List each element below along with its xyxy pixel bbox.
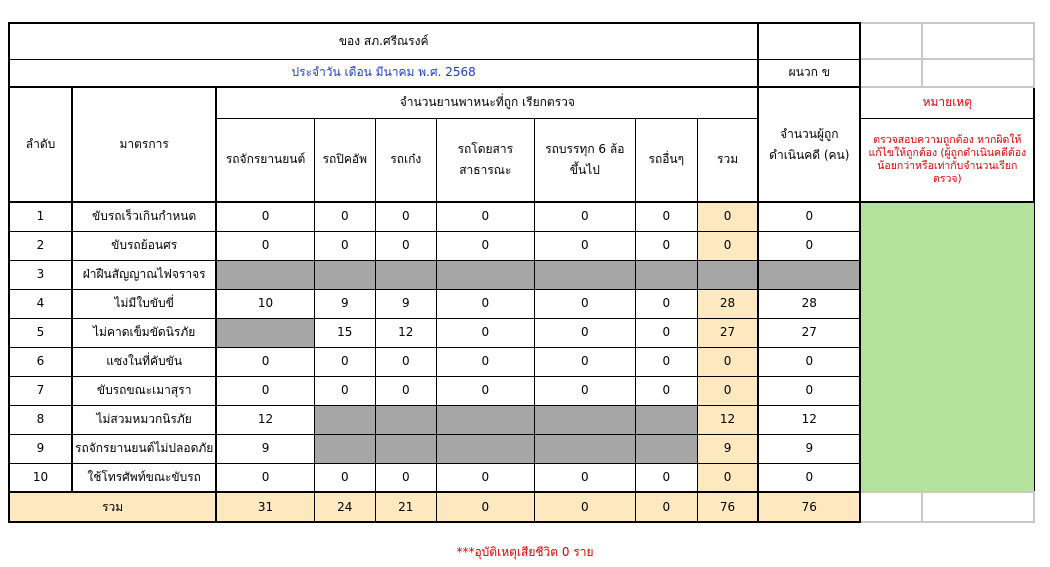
- cell-prosecuted[interactable]: 0: [758, 347, 860, 376]
- cell-truck[interactable]: 0: [534, 231, 635, 260]
- cell-disabled: [436, 405, 534, 434]
- cell-disabled: [635, 405, 697, 434]
- cell-other[interactable]: 0: [635, 231, 697, 260]
- note-line1: ตรวจสอบความถูกต้อง หากผิดให้: [873, 133, 1022, 146]
- cell-truck[interactable]: 0: [534, 463, 635, 492]
- cell-pickup[interactable]: 0: [314, 376, 375, 405]
- report-table: [8, 22, 1035, 523]
- cell-sedan[interactable]: 0: [375, 347, 436, 376]
- header-motorcycle: รถจักรยานยนต์: [216, 118, 314, 202]
- cell-bus[interactable]: 0: [436, 289, 534, 318]
- cell-total: 12: [697, 405, 758, 434]
- cell-motorcycle[interactable]: 0: [216, 347, 314, 376]
- cell-motorcycle[interactable]: 9: [216, 434, 314, 463]
- cell-pickup[interactable]: 15: [314, 318, 375, 347]
- row-number: 2: [9, 231, 72, 260]
- unit-label: ผนวก ข: [758, 59, 860, 87]
- header-prosecuted-line2: ดำเนินคดี (คน): [769, 147, 850, 162]
- sheet-subtitle: ประจำวัน เดือน มีนาคม พ.ศ. 2568: [9, 59, 758, 87]
- cell-prosecuted[interactable]: 0: [758, 463, 860, 492]
- cell-disabled: [216, 260, 314, 289]
- cell-total: 0: [697, 347, 758, 376]
- cell-total: 27: [697, 318, 758, 347]
- cell-disabled: [697, 260, 758, 289]
- total-truck: 0: [534, 492, 635, 522]
- cell-prosecuted[interactable]: 27: [758, 318, 860, 347]
- total-motorcycle: 31: [216, 492, 314, 522]
- cell-disabled: [436, 434, 534, 463]
- cell-pickup[interactable]: 0: [314, 463, 375, 492]
- cell-motorcycle[interactable]: 10: [216, 289, 314, 318]
- header-bus-line1: รถโดยสาร: [457, 141, 514, 156]
- cell-prosecuted[interactable]: 28: [758, 289, 860, 318]
- cell-bus[interactable]: 0: [436, 231, 534, 260]
- grid-cell-blank[interactable]: [922, 492, 1034, 522]
- measure-name: ขับรถขณะเมาสุรา: [72, 376, 216, 405]
- row-number: 8: [9, 405, 72, 434]
- total-sedan: 21: [375, 492, 436, 522]
- cell-disabled: [314, 260, 375, 289]
- cell-bus[interactable]: 0: [436, 463, 534, 492]
- grid-cell-blank[interactable]: [860, 492, 922, 522]
- total-pickup: 24: [314, 492, 375, 522]
- row-number: 10: [9, 463, 72, 492]
- header-bus: [436, 118, 534, 202]
- cell-disabled: [534, 405, 635, 434]
- header-other: รถอื่นๆ: [635, 118, 697, 202]
- measure-name: แซงในที่คับขัน: [72, 347, 216, 376]
- measure-name: รถจักรยานยนต์ไม่ปลอดภัย: [72, 434, 216, 463]
- cell-disabled: [635, 434, 697, 463]
- header-total: รวม: [697, 118, 758, 202]
- cell-sedan[interactable]: 12: [375, 318, 436, 347]
- cell-sedan[interactable]: 0: [375, 463, 436, 492]
- header-truck: [534, 118, 635, 202]
- cell-prosecuted[interactable]: 0: [758, 202, 860, 231]
- row-number: 3: [9, 260, 72, 289]
- fatality-note: ***อุบัติเหตุเสียชีวิต 0 ราย: [456, 545, 594, 559]
- header-bus-line2: สาธารณะ: [459, 162, 512, 177]
- cell-other[interactable]: 0: [635, 318, 697, 347]
- title-blank-cell: [758, 23, 860, 59]
- cell-truck[interactable]: 0: [534, 202, 635, 231]
- measure-name: ไม่คาดเข็มขัดนิรภัย: [72, 318, 216, 347]
- cell-total: 0: [697, 231, 758, 260]
- cell-total: 0: [697, 202, 758, 231]
- total-other: 0: [635, 492, 697, 522]
- grid-cell-blank[interactable]: [860, 59, 922, 87]
- total-all: 76: [697, 492, 758, 522]
- cell-disabled: [314, 405, 375, 434]
- cell-pickup[interactable]: 9: [314, 289, 375, 318]
- header-measure: มาตรการ: [72, 87, 216, 202]
- cell-total: 28: [697, 289, 758, 318]
- cell-motorcycle[interactable]: 0: [216, 376, 314, 405]
- note-line2: แก้ไขให้ถูกต้อง (ผู้ถูกดำเนินคดีต้อง: [868, 146, 1027, 159]
- cell-disabled: [216, 318, 314, 347]
- header-truck-line2: ขึ้นไป: [569, 162, 600, 177]
- cell-bus[interactable]: 0: [436, 376, 534, 405]
- cell-bus[interactable]: 0: [436, 347, 534, 376]
- cell-sedan[interactable]: 9: [375, 289, 436, 318]
- measure-name: ใช้โทรศัพท์ขณะขับรถ: [72, 463, 216, 492]
- header-prosecuted-line1: จำนวนผู้ถูก: [780, 126, 839, 141]
- header-sedan: รถเก๋ง: [375, 118, 436, 202]
- cell-prosecuted[interactable]: 0: [758, 231, 860, 260]
- row-number: 9: [9, 434, 72, 463]
- cell-pickup[interactable]: 0: [314, 231, 375, 260]
- grid-cell-blank[interactable]: [860, 23, 922, 59]
- cell-other[interactable]: 0: [635, 289, 697, 318]
- measure-name: ฝ่าฝืนสัญญาณไฟจราจร: [72, 260, 216, 289]
- cell-truck[interactable]: 0: [534, 318, 635, 347]
- cell-pickup[interactable]: 0: [314, 347, 375, 376]
- cell-disabled: [758, 260, 860, 289]
- cell-sedan[interactable]: 0: [375, 231, 436, 260]
- cell-prosecuted[interactable]: 0: [758, 376, 860, 405]
- sheet-title: ของ สภ.ศรีณรงค์: [9, 23, 758, 59]
- cell-total: 0: [697, 376, 758, 405]
- row-number: 6: [9, 347, 72, 376]
- cell-pickup[interactable]: 0: [314, 202, 375, 231]
- cell-disabled: [375, 405, 436, 434]
- cell-motorcycle[interactable]: 0: [216, 231, 314, 260]
- cell-total: 9: [697, 434, 758, 463]
- note-check-area: [860, 202, 1034, 492]
- row-number: 4: [9, 289, 72, 318]
- header-pickup: รถปิคอัพ: [314, 118, 375, 202]
- cell-bus[interactable]: 0: [436, 202, 534, 231]
- measure-name: ไม่สวมหมวกนิรภัย: [72, 405, 216, 434]
- row-number: 7: [9, 376, 72, 405]
- cell-sedan[interactable]: 0: [375, 202, 436, 231]
- row-number: 1: [9, 202, 72, 231]
- cell-prosecuted[interactable]: 12: [758, 405, 860, 434]
- cell-motorcycle[interactable]: 12: [216, 405, 314, 434]
- cell-other[interactable]: 0: [635, 376, 697, 405]
- header-order: ลำดับ: [9, 87, 72, 202]
- cell-truck[interactable]: 0: [534, 289, 635, 318]
- cell-bus[interactable]: 0: [436, 318, 534, 347]
- cell-disabled: [534, 434, 635, 463]
- row-number: 5: [9, 318, 72, 347]
- grid-cell-blank[interactable]: [922, 23, 1034, 59]
- cell-disabled: [534, 260, 635, 289]
- cell-disabled: [375, 434, 436, 463]
- cell-disabled: [375, 260, 436, 289]
- header-vehicles-group: จำนวนยานพาหนะที่ถูก เรียกตรวจ: [216, 87, 758, 118]
- measure-name: ขับรถย้อนศร: [72, 231, 216, 260]
- note-text: [860, 118, 1034, 202]
- cell-disabled: [436, 260, 534, 289]
- cell-disabled: [635, 260, 697, 289]
- cell-motorcycle[interactable]: 0: [216, 202, 314, 231]
- note-title: หมายเหตุ: [860, 87, 1034, 118]
- cell-other[interactable]: 0: [635, 463, 697, 492]
- cell-truck[interactable]: 0: [534, 347, 635, 376]
- total-prosecuted: 76: [758, 492, 860, 522]
- cell-motorcycle[interactable]: 0: [216, 463, 314, 492]
- cell-other[interactable]: 0: [635, 202, 697, 231]
- measure-name: ขับรถเร็วเกินกำหนด: [72, 202, 216, 231]
- header-truck-line1: รถบรรทุก 6 ล้อ: [545, 141, 625, 156]
- cell-total: 0: [697, 463, 758, 492]
- note-line3: น้อยกว่าหรือเท่ากับจำนวนเรียกตรวจ): [877, 159, 1018, 185]
- total-bus: 0: [436, 492, 534, 522]
- cell-disabled: [314, 434, 375, 463]
- cell-sedan[interactable]: 0: [375, 376, 436, 405]
- measure-name: ไม่มีใบขับขี่: [72, 289, 216, 318]
- header-prosecuted: [758, 87, 860, 202]
- grid-cell-blank[interactable]: [922, 59, 1034, 87]
- cell-prosecuted[interactable]: 9: [758, 434, 860, 463]
- totals-label: รวม: [9, 492, 216, 522]
- cell-other[interactable]: 0: [635, 347, 697, 376]
- cell-truck[interactable]: 0: [534, 376, 635, 405]
